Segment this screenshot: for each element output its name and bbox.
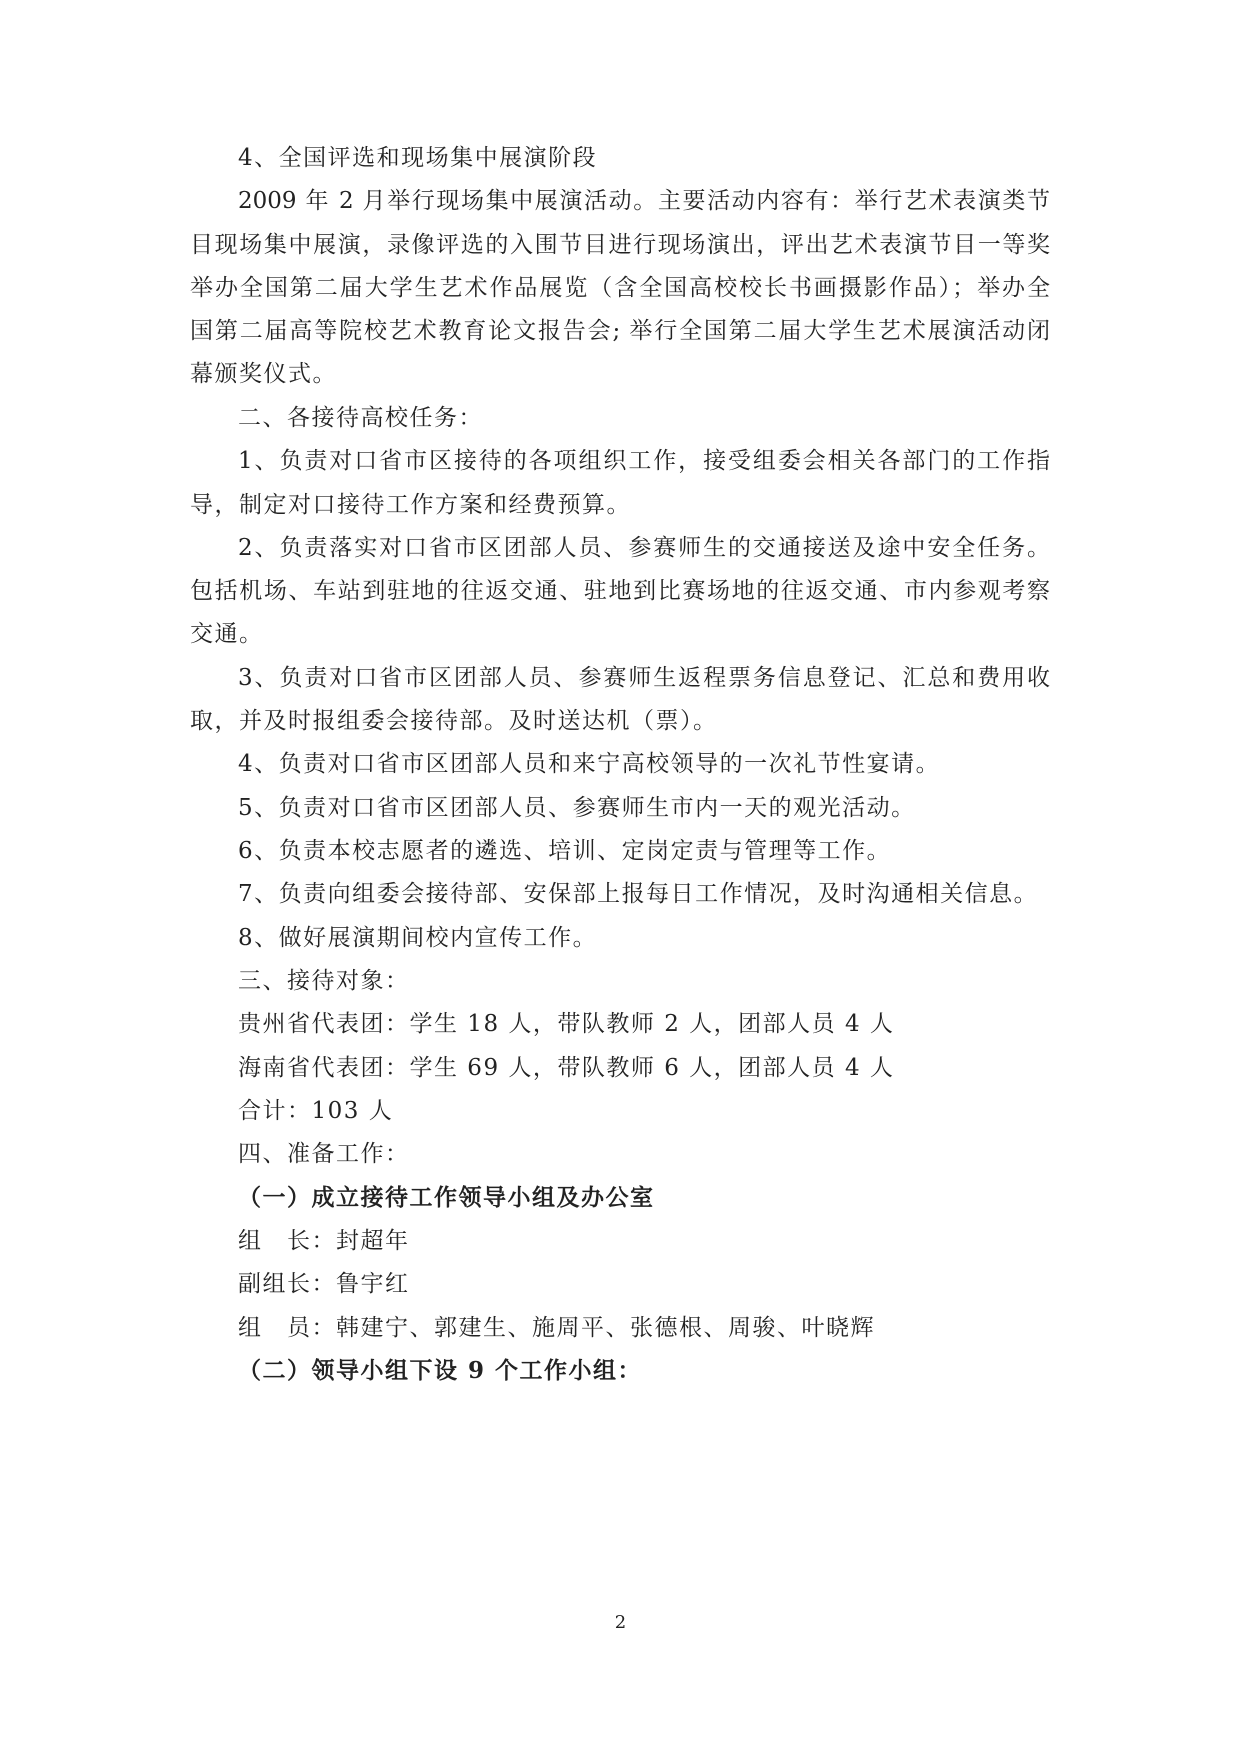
section-heading: 四、准备工作： xyxy=(238,1141,410,1167)
task-item-continued: 交通。 xyxy=(190,621,264,647)
paragraph-line: 举办全国第二届大学生艺术作品展览（含全国高校校长书画摄影作品）；举办全 xyxy=(190,275,1050,301)
task-item: 5、负责对口省市区团部人员、参赛师生市内一天的观光活动。 xyxy=(238,795,916,821)
delegation-line: 贵州省代表团：学生 18 人，带队教师 2 人，团部人员 4 人 xyxy=(238,1011,895,1037)
paragraph-line: 幕颁奖仪式。 xyxy=(190,361,337,387)
paragraph-line: 目现场集中展演，录像评选的入围节目进行现场演出，评出艺术表演节目一等奖 xyxy=(190,232,1050,258)
subsection-heading: （一）成立接待工作领导小组及办公室 xyxy=(238,1184,655,1211)
deputy-leader-line: 副组长：鲁宇红 xyxy=(238,1271,410,1297)
subsection-heading: 4、全国评选和现场集中展演阶段 xyxy=(238,145,598,171)
task-item-continued: 包括机场、车站到驻地的往返交通、驻地到比赛场地的往返交通、市内参观考察 xyxy=(190,578,1050,604)
section-heading: 二、各接待高校任务： xyxy=(238,405,483,431)
paragraph-line: 国第二届高等院校艺术教育论文报告会; 举行全国第二届大学生艺术展演活动闭 xyxy=(190,318,1050,344)
delegation-line: 海南省代表团：学生 69 人，带队教师 6 人，团部人员 4 人 xyxy=(238,1055,895,1081)
task-item: 7、负责向组委会接待部、安保部上报每日工作情况，及时沟通相关信息。 xyxy=(238,881,1039,907)
page-number: 2 xyxy=(614,1612,627,1633)
task-item-continued: 导，制定对口接待工作方案和经费预算。 xyxy=(190,492,631,518)
task-item: 4、负责对口省市区团部人员和来宁高校领导的一次礼节性宴请。 xyxy=(238,751,941,777)
task-item: 2、负责落实对口省市区团部人员、参赛师生的交通接送及途中安全任务。 xyxy=(238,535,1050,561)
task-item: 3、负责对口省市区团部人员、参赛师生返程票务信息登记、汇总和费用收 xyxy=(238,665,1050,691)
task-item: 8、做好展演期间校内宣传工作。 xyxy=(238,925,598,951)
members-line: 组 员：韩建宁、郭建生、施周平、张德根、周骏、叶晓辉 xyxy=(238,1315,875,1341)
task-item: 1、负责对口省市区接待的各项组织工作，接受组委会相关各部门的工作指 xyxy=(238,448,1050,474)
subsection-heading: （二）领导小组下设 9 个工作小组： xyxy=(238,1357,643,1384)
section-heading: 三、接待对象： xyxy=(238,968,410,994)
paragraph-line: 2009 年 2 月举行现场集中展演活动。主要活动内容有：举行艺术表演类节 xyxy=(238,188,1050,214)
task-item: 6、负责本校志愿者的遴选、培训、定岗定责与管理等工作。 xyxy=(238,838,892,864)
total-line: 合计：103 人 xyxy=(238,1098,394,1124)
leader-line: 组 长：封超年 xyxy=(238,1228,410,1254)
task-item-continued: 取，并及时报组委会接待部。及时送达机（票）。 xyxy=(190,708,718,734)
